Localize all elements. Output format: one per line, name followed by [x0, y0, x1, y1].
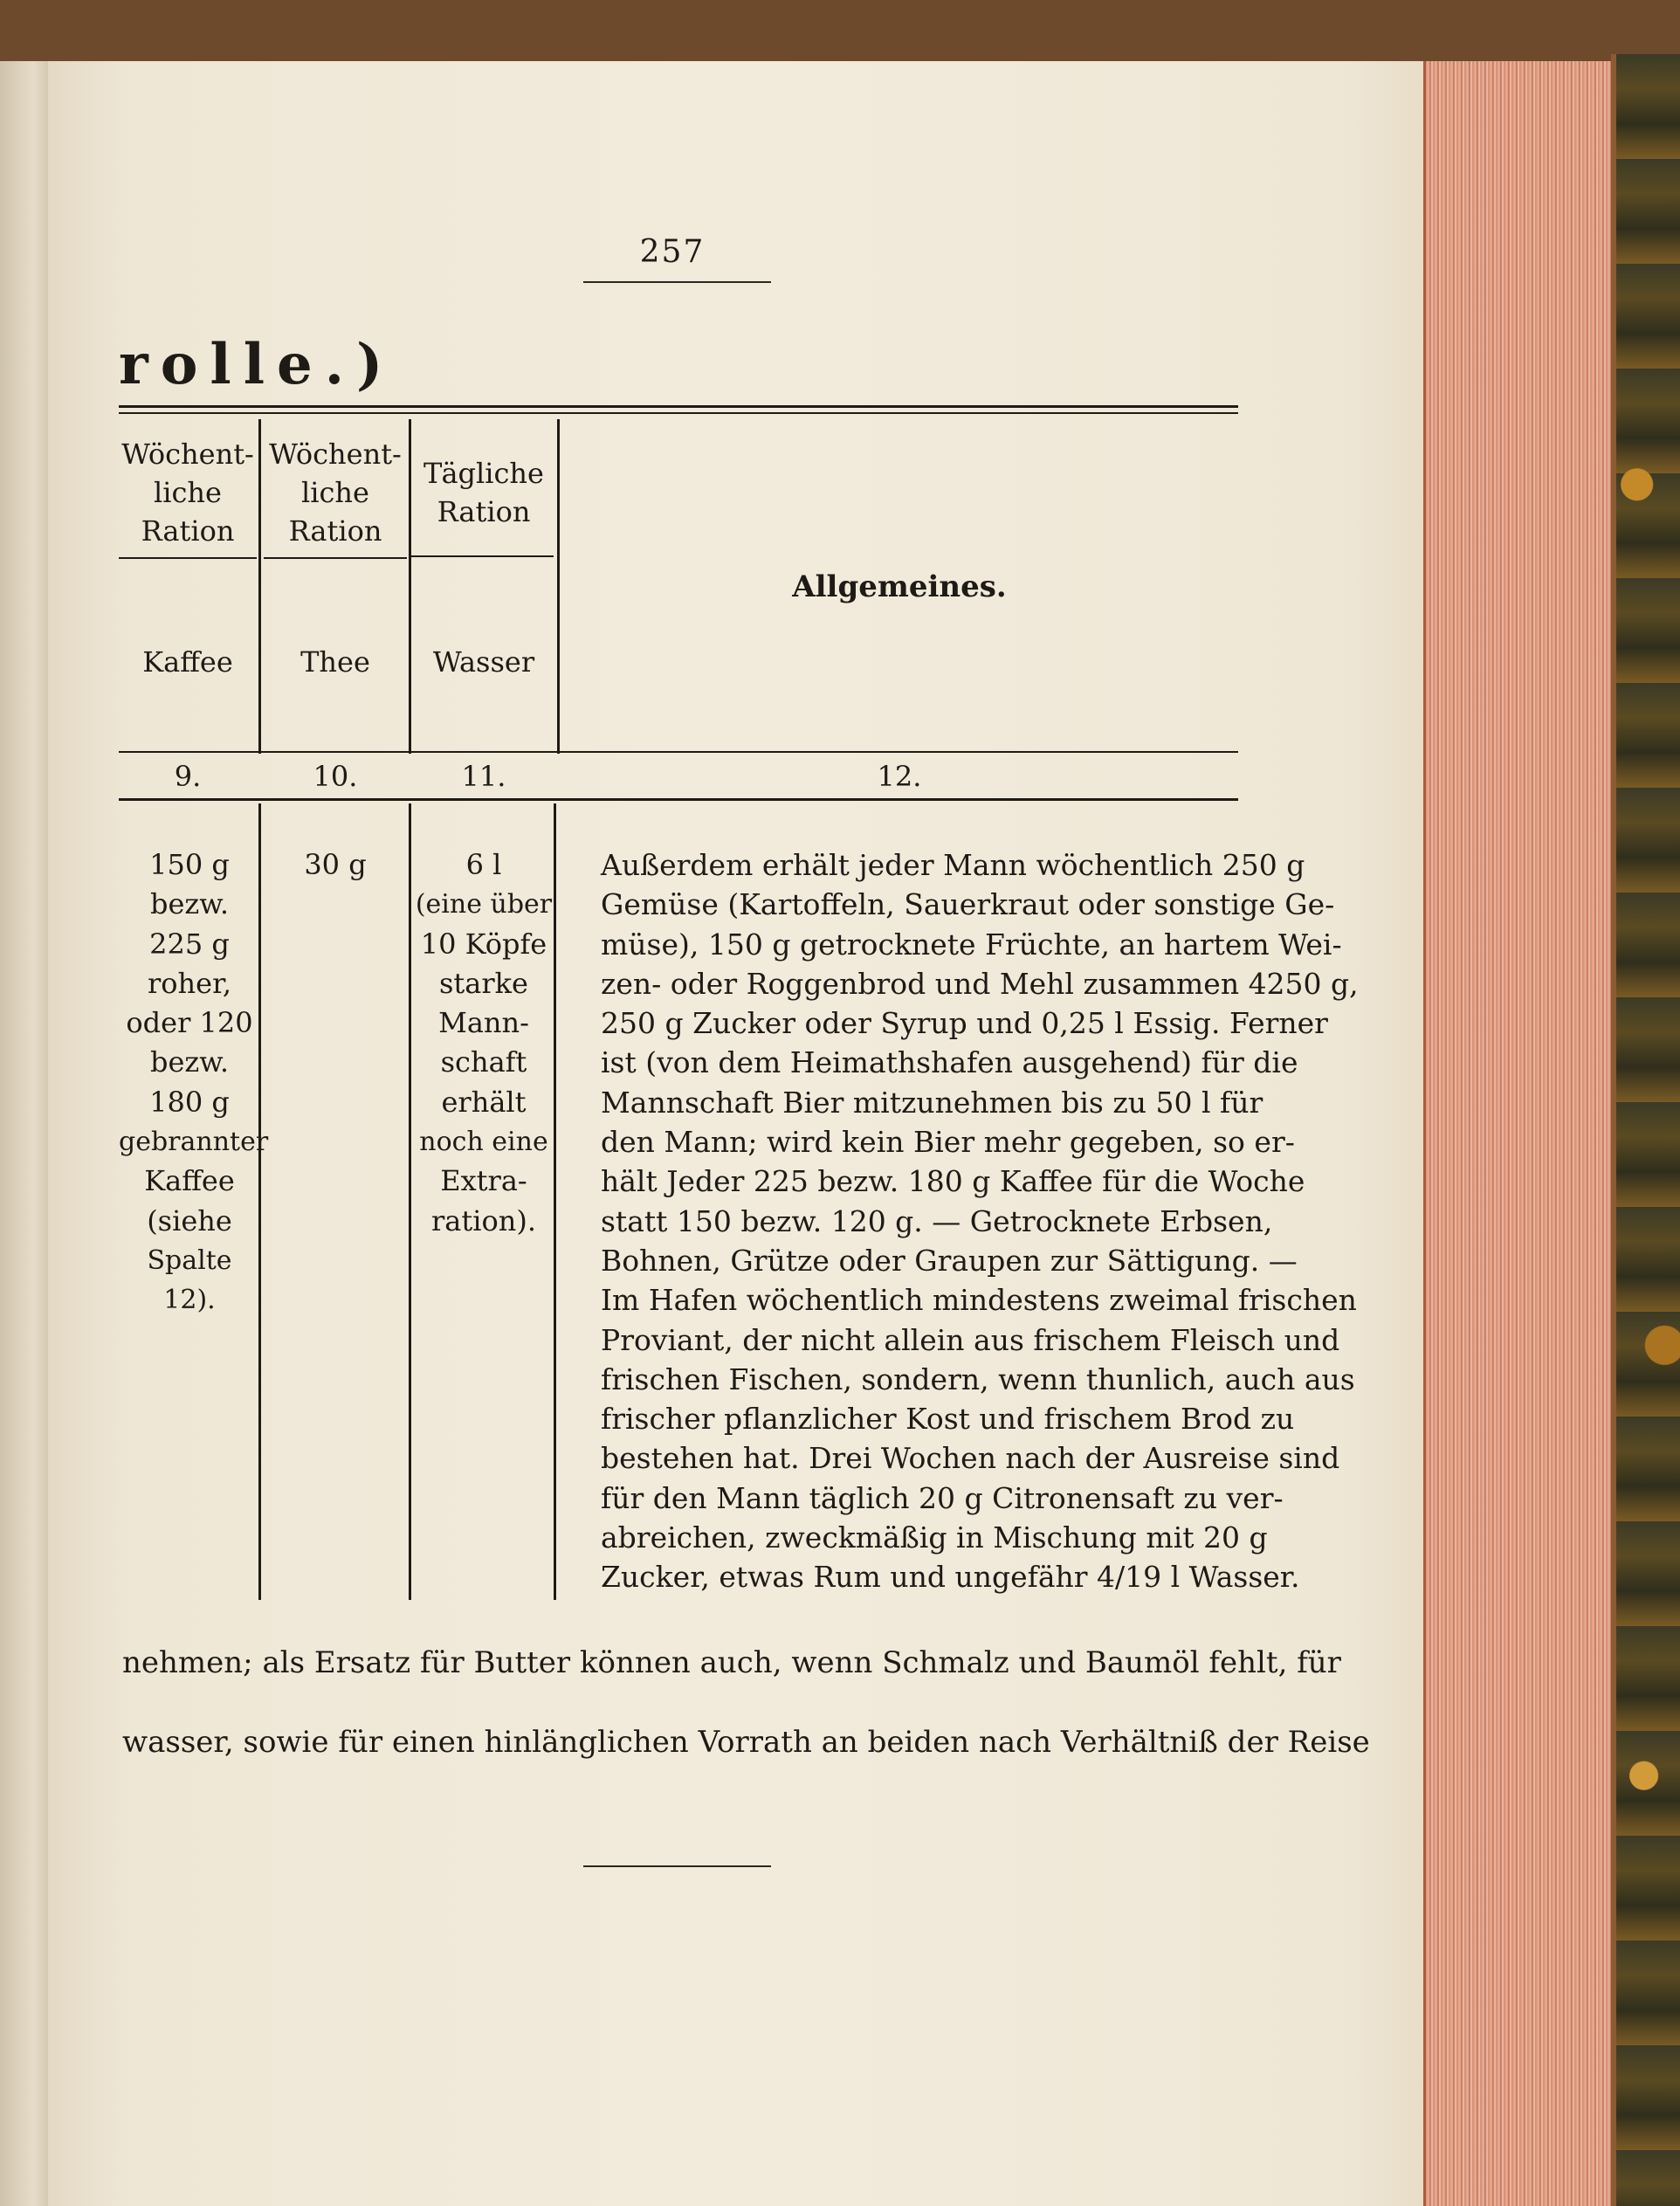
- col9-line: (siehe: [147, 1203, 232, 1237]
- col9-line: Spalte 12).: [147, 1244, 232, 1316]
- header-col9: Wöchent- liche Ration: [121, 438, 254, 548]
- page-stack-edges: [1423, 61, 1614, 2206]
- col9-line: Kaffee: [144, 1164, 235, 1198]
- col11-line: Extra-: [440, 1164, 527, 1198]
- col12-line: Proviant, der nicht allein aus frischem Fleisch und: [601, 1322, 1340, 1357]
- subheader-col11: Wasser: [432, 645, 535, 679]
- table-top-rule-thin: [119, 412, 1238, 414]
- col11-body: [412, 845, 555, 1241]
- col12-body: [601, 845, 1359, 1597]
- col12-line: statt 150 bezw. 120 g. — Getrocknete Erbsen,: [601, 1203, 1273, 1238]
- column-number-9: 9.: [174, 760, 202, 793]
- bottom-rule: [583, 1865, 771, 1867]
- col12-line: frischen Fischen, sondern, wenn thunlich, auch aus: [601, 1362, 1355, 1396]
- page-number-rule: [583, 281, 771, 283]
- col12-line: den Mann; wird kein Bier mehr gegeben, so er-: [601, 1125, 1295, 1160]
- subheader-col9: Kaffee: [142, 645, 233, 679]
- column-number-11: 11.: [461, 760, 506, 793]
- col11-line: (eine über: [415, 889, 553, 920]
- col12-line: zen- oder Roggenbrod und Mehl zusammen 4250 g,: [601, 966, 1359, 1001]
- col11-line: Mann-: [438, 1006, 529, 1040]
- col10-line: 30 g: [304, 848, 367, 881]
- col12-line: hält Jeder 225 bezw. 180 g Kaffee für die Woche: [601, 1164, 1305, 1199]
- col9-line: 225 g: [149, 927, 230, 961]
- col12-line: bestehen hat. Drei Wochen nach der Ausreise sind: [601, 1441, 1340, 1476]
- table-top-rule-thick: [119, 405, 1238, 408]
- col11-line: schaft: [440, 1045, 527, 1079]
- col12-line: Zucker, etwas Rum und ungefähr 4/19 l Wasser.: [601, 1560, 1300, 1595]
- col12-line: abreichen, zweckmäßig in Mischung mit 20 g: [601, 1520, 1268, 1555]
- col9-line: bezw.: [149, 887, 230, 921]
- numbers-top-rule: [119, 751, 1238, 753]
- footer-line: wasser, sowie für einen hinlänglichen Vorrath an beiden nach Verhältniß der Reise: [122, 1725, 1370, 1760]
- header-col10: Wöchent- liche Ration: [269, 438, 402, 548]
- left-page-edge: [0, 61, 50, 2206]
- col11-line: 10 Köpfe: [420, 927, 547, 961]
- col12-line: Außerdem erhält jeder Mann wöchentlich 250 g: [601, 848, 1305, 882]
- col10-body: [264, 845, 407, 885]
- header-underline-col9: [119, 557, 257, 559]
- col12-line: 250 g Zucker oder Syrup und 0,25 l Essig. Ferner: [601, 1006, 1328, 1041]
- col12-line: Mannschaft Bier mitzunehmen bis zu 50 l für: [601, 1085, 1263, 1120]
- col9-line: 180 g: [149, 1085, 230, 1119]
- column-number-10: 10.: [313, 760, 358, 793]
- header-underline-col10: [264, 557, 407, 559]
- body-col-divider-2: [409, 803, 411, 1600]
- col11-line: starke: [439, 966, 528, 1000]
- col11-line: noch eine: [419, 1127, 548, 1158]
- col9-line: gebrannter: [119, 1127, 269, 1158]
- col9-body: [119, 845, 269, 1320]
- header-col11: Tägliche Ration: [423, 457, 544, 528]
- col11-line: erhält: [441, 1085, 527, 1119]
- col12-line: frischer pflanzlicher Kost und frischem Brod zu: [601, 1402, 1295, 1437]
- col9-line: 150 g: [149, 848, 230, 881]
- col9-line: bezw.: [149, 1045, 230, 1079]
- numbers-bottom-rule-thick: [119, 798, 1238, 801]
- col9-line: oder 120: [126, 1006, 253, 1040]
- header-col12: Allgemeines.: [792, 569, 1007, 604]
- col12-line: ist (von dem Heimathshafen ausgehend) für die: [601, 1045, 1298, 1080]
- col12-line: Gemüse (Kartoffeln, Sauerkraut oder sonstige Ge-: [601, 887, 1335, 922]
- col-divider-1: [258, 419, 261, 754]
- page-number: 257: [639, 234, 706, 270]
- col12-line: Bohnen, Grütze oder Graupen zur Sättigung. —: [601, 1243, 1298, 1278]
- column-number-12: 12.: [877, 760, 922, 793]
- footer-line: nehmen; als Ersatz für Butter können auch, wenn Schmalz und Baumöl fehlt, für: [122, 1645, 1341, 1680]
- col12-line: für den Mann täglich 20 g Citronensaft zu ver-: [601, 1480, 1284, 1515]
- heading-fragment: rolle.): [119, 332, 396, 397]
- col9-line: roher,: [147, 966, 232, 1000]
- marbled-cover-edge: [1611, 54, 1680, 2206]
- col11-line: ration).: [431, 1203, 536, 1237]
- col11-line: 6 l: [465, 848, 502, 881]
- col12-line: Im Hafen wöchentlich mindestens zweimal frischen: [601, 1283, 1357, 1318]
- subheader-col10: Thee: [300, 645, 370, 679]
- header-underline-col11: [410, 555, 554, 557]
- col-divider-2: [409, 419, 411, 754]
- col12-line: müse), 150 g getrocknete Früchte, an hartem Wei-: [601, 927, 1342, 962]
